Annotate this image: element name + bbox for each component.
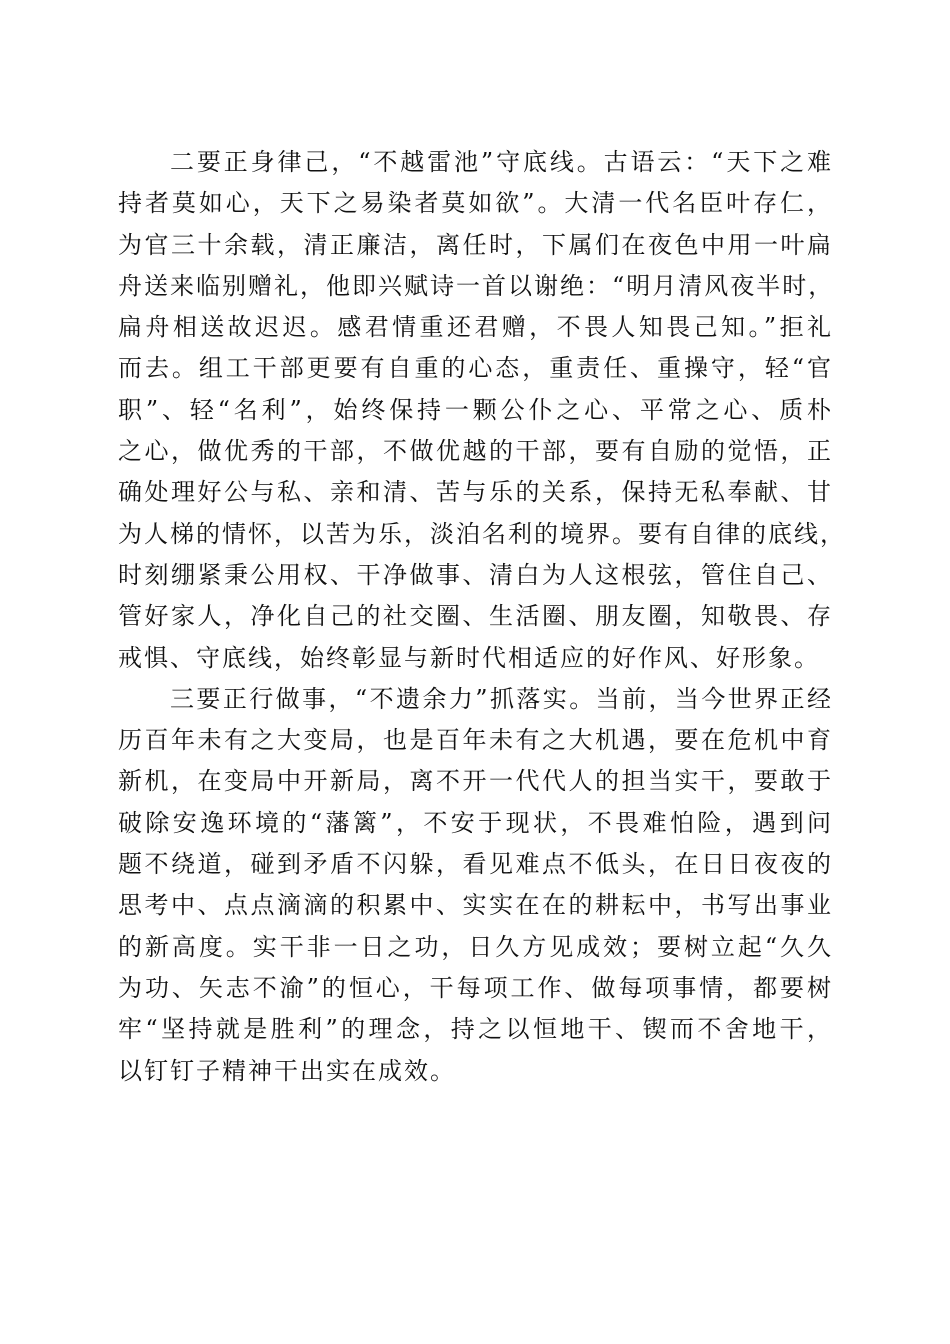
text-line: 为人梯的情怀，以苦为乐，淡泊名利的境界。要有自律的底线， (118, 519, 846, 548)
document-body (118, 142, 846, 1092)
text-line: 思考中、点点滴滴的积累中、实实在在的耕耘中，书写出事业 (118, 891, 833, 920)
paragraph-2 (118, 142, 846, 679)
text-line: 为功、矢志不渝”的恒心，干每项工作、做每项事情，都要树 (118, 973, 833, 1002)
text-line: 扁舟相送故迟迟。感君情重还君赠，不畏人知畏己知。”拒礼 (118, 313, 833, 342)
text-line: 的新高度。实干非一日之功，日久方见成效；要树立起“久久 (118, 932, 833, 961)
text-line: 戒惧、守底线，始终彰显与新时代相适应的好作风、好形象。 (118, 643, 820, 672)
text-line: 以钉钉子精神干出实在成效。 (118, 1056, 456, 1085)
text-line: 破除安逸环境的“藩篱”，不安于现状，不畏难怕险，遇到问 (118, 808, 833, 837)
text-line: 牢“坚持就是胜利”的理念，持之以恒地干、锲而不舍地干， (118, 1015, 833, 1044)
text-line: 历百年未有之大变局，也是百年未有之大机遇，要在危机中育 (118, 726, 833, 755)
text-line: 为官三十余载，清正廉洁，离任时，下属们在夜色中用一叶扁 (118, 230, 833, 259)
text-line: 舟送来临别赠礼，他即兴赋诗一首以谢绝：“明月清风夜半时， (118, 271, 835, 300)
text-line: 二要正身律己，“不越雷池”守底线。古语云：“天下之难 (170, 148, 833, 176)
text-line: 确处理好公与私、亲和清、苦与乐的关系，保持无私奉献、甘 (118, 478, 833, 507)
text-line: 三要正行做事，“不遗余力”抓落实。当前，当今世界正经 (170, 684, 833, 713)
text-line: 新机，在变局中开新局，离不开一代代人的担当实干，要敢于 (118, 767, 833, 796)
text-line: 职”、轻“名利”，始终保持一颗公仆之心、平常之心、质朴 (118, 395, 833, 424)
text-line: 持者莫如心，天下之易染者莫如欲”。大清一代名臣叶存仁， (118, 189, 833, 218)
text-line: 时刻绷紧秉公用权、干净做事、清白为人这根弦，管住自己、 (118, 560, 833, 589)
text-line: 而去。组工干部更要有自重的心态，重责任、重操守，轻“官 (118, 354, 833, 383)
text-line: 之心，做优秀的干部，不做优越的干部，要有自励的觉悟，正 (118, 437, 833, 466)
text-line: 管好家人，净化自己的社交圈、生活圈、朋友圈，知敬畏、存 (118, 602, 833, 631)
text-line: 题不绕道，碰到矛盾不闪躲，看见难点不低头，在日日夜夜的 (118, 850, 833, 879)
paragraph-3 (118, 679, 833, 1092)
